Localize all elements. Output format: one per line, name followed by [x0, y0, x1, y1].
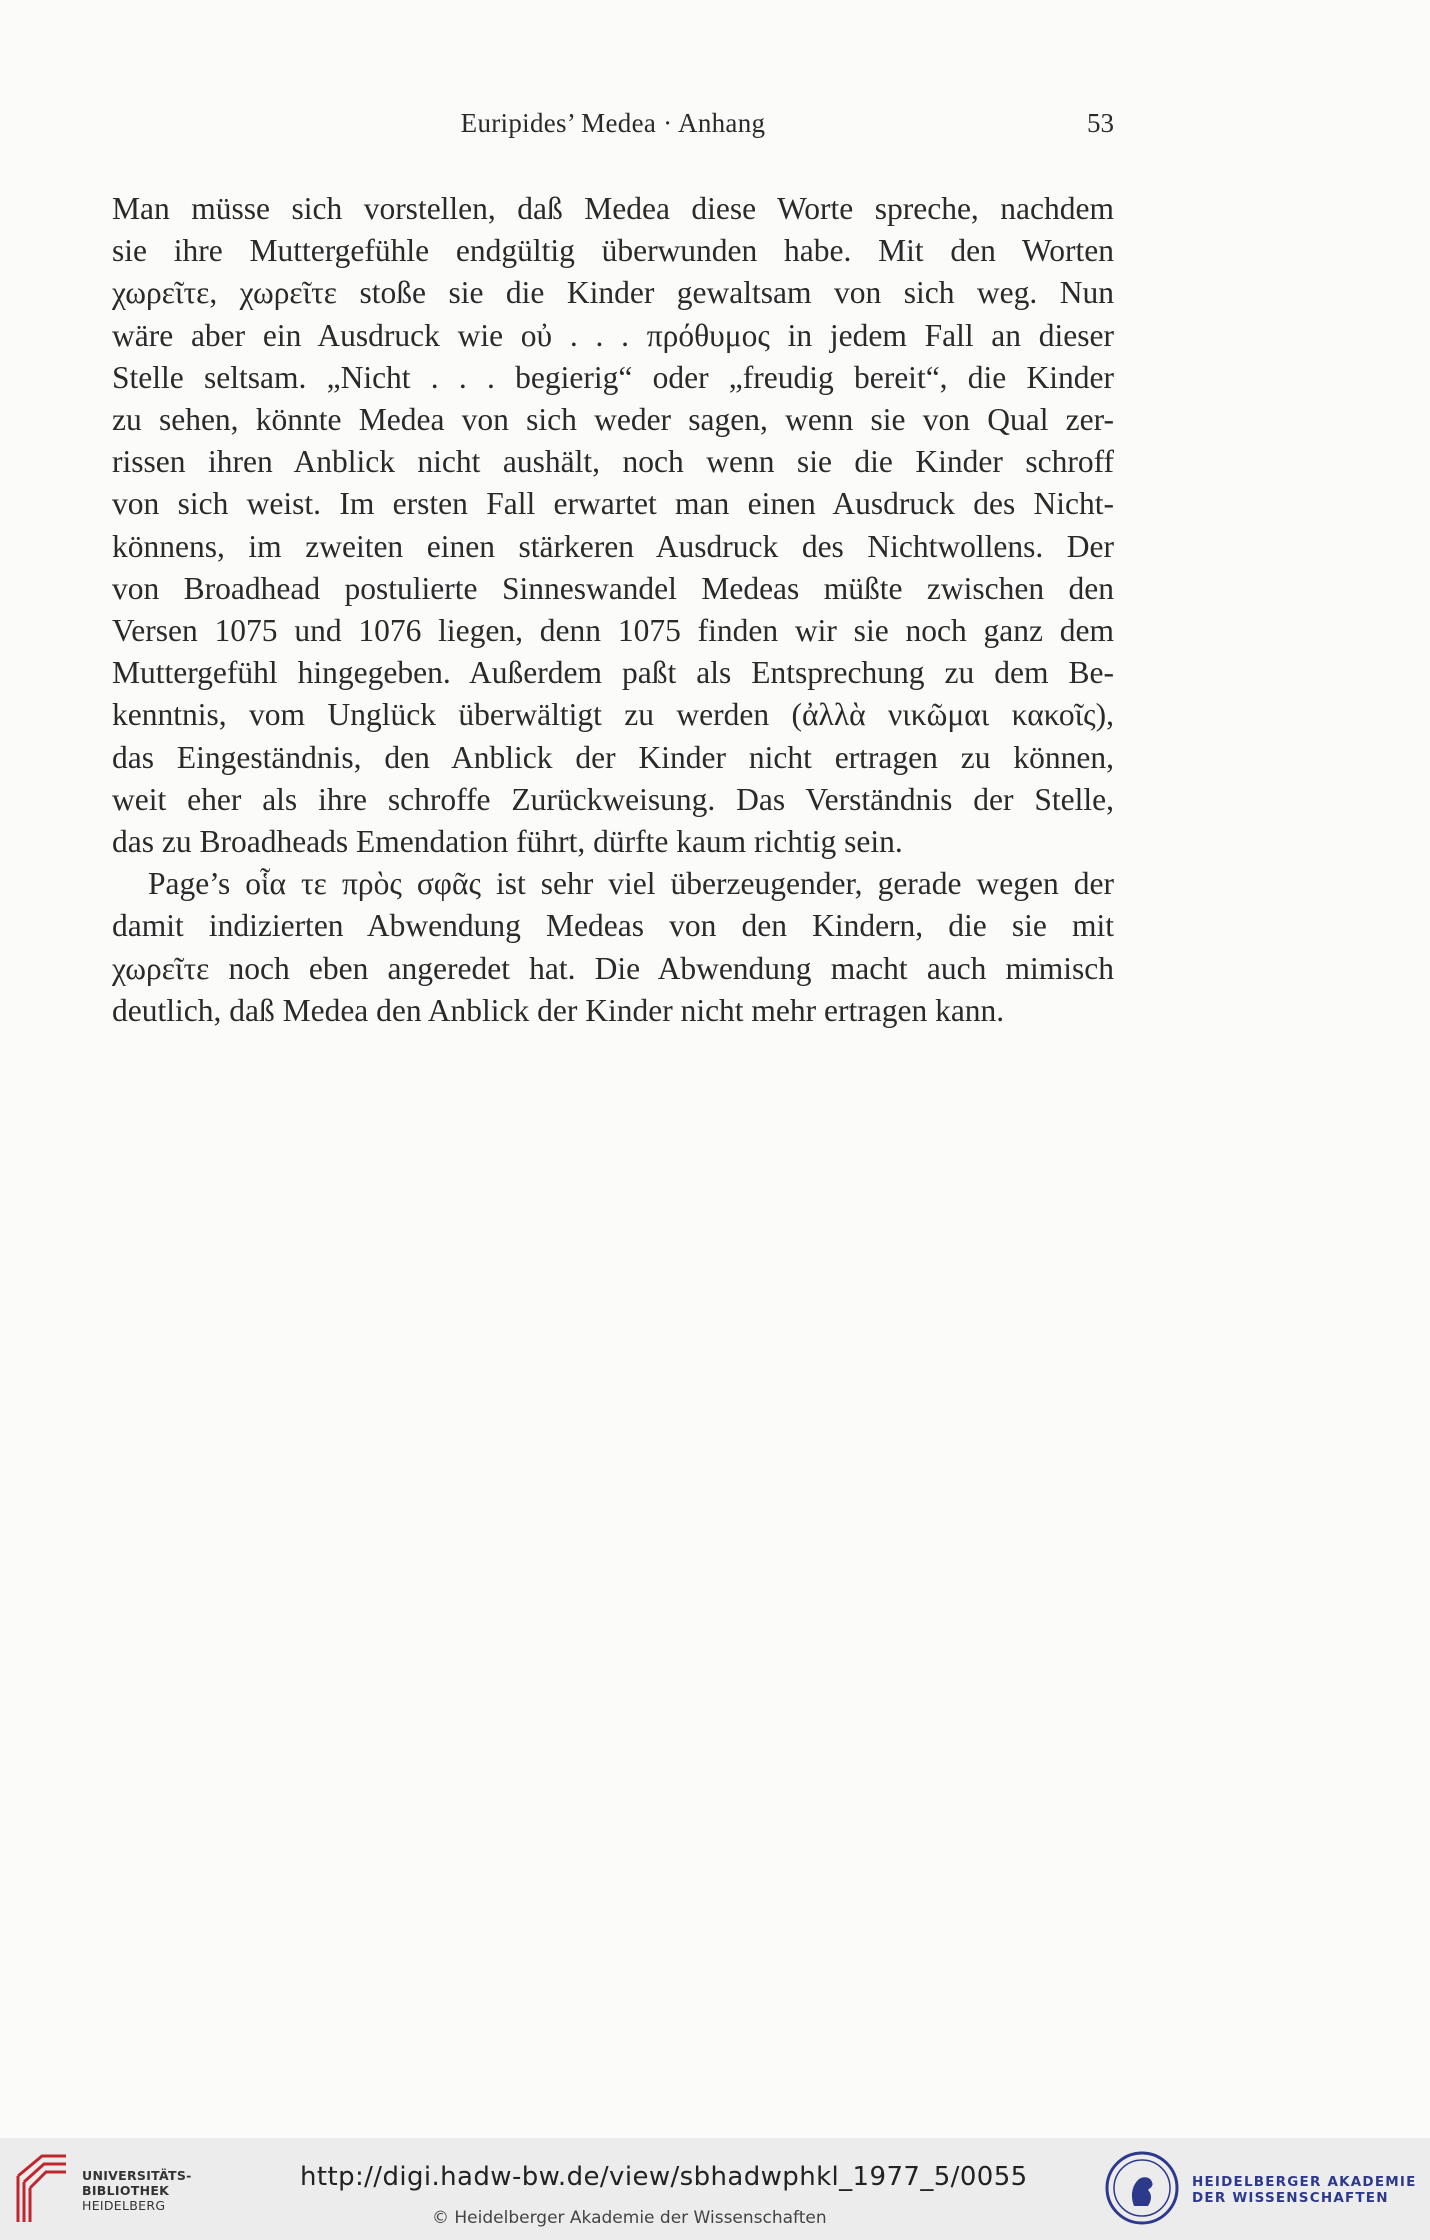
footer-bar — [0, 2138, 1430, 2240]
academy-line-1: HEIDELBERGER AKADEMIE — [1192, 2174, 1417, 2190]
university-library-name — [82, 2168, 192, 2213]
text-line: deutlich, daß Medea den Anblick der Kinder nicht mehr ertragen kann. — [112, 992, 1005, 1028]
source-url-link[interactable]: http://digi.hadw-bw.de/view/sbhadwphkl_1977_5/0055 — [300, 2162, 1028, 2192]
text-line: Man müsse sich vorstellen, daß Medea diese Worte spreche, nachdem — [112, 191, 1114, 226]
text-line: Muttergefühl hingegeben. Außerdem paßt als Entsprechung zu dem Be- — [112, 655, 1114, 691]
copyright-notice: © Heidelberger Akademie der Wissenschaften — [432, 2208, 827, 2228]
body-text — [112, 188, 1114, 1032]
library-line-3: HEIDELBERG — [82, 2198, 166, 2213]
text-line: damit indizierten Abwendung Medeas von den Kindern, die sie mit — [112, 908, 1114, 944]
text-line: χωρεῖτε, χωρεῖτε stoße sie die Kinder gewaltsam von sich weg. Nun — [112, 275, 1114, 311]
text-line: sie ihre Muttergefühle endgültig überwunden habe. Mit den Worten — [112, 233, 1114, 269]
text-line: könnens, im zweiten einen stärkeren Ausdruck des Nichtwollens. Der — [112, 528, 1114, 564]
text-line: das Eingeständnis, den Anblick der Kinder nicht ertragen zu können, — [112, 739, 1114, 775]
running-head — [112, 108, 1114, 148]
text-line: wäre aber ein Ausdruck wie οὐ . . . πρόθυμος in jedem Fall an dieser — [112, 317, 1114, 353]
paragraph-1 — [112, 188, 1114, 863]
running-title: Euripides’ Medea · Anhang — [460, 108, 766, 138]
paragraph-2 — [112, 863, 1114, 1032]
text-line: Page’s οἷα τε πρὸς σφᾶς ist sehr viel überzeugender, gerade wegen der — [148, 866, 1114, 902]
text-line: weit eher als ihre schroffe Zurückweisung. Das Verständnis der Stelle, — [112, 781, 1114, 817]
text-line: von sich weist. Im ersten Fall erwartet man einen Ausdruck des Nicht- — [112, 486, 1114, 522]
university-library-logo-icon — [14, 2150, 72, 2226]
text-line: das zu Broadheads Emendation führt, dürfte kaum richtig sein. — [112, 824, 903, 860]
academy-name — [1192, 2174, 1417, 2206]
text-line: kenntnis, vom Unglück überwältigt zu werden (ἀλλὰ νικῶμαι κακοῖς), — [112, 697, 1114, 733]
library-line-2: BIBLIOTHEK — [82, 2183, 170, 2198]
text-line: Stelle seltsam. „Nicht . . . begierig“ oder „freudig bereit“, die Kinder — [112, 359, 1114, 395]
text-line: zu sehen, könnte Medea von sich weder sagen, wenn sie von Qual zer- — [112, 402, 1114, 438]
library-line-1: UNIVERSITÄTS- — [82, 2168, 192, 2183]
text-line: Versen 1075 und 1076 liegen, denn 1075 finden wir sie noch ganz dem — [112, 613, 1114, 649]
page-number: 53 — [1087, 108, 1114, 138]
text-line: von Broadhead postulierte Sinneswandel Medeas müßte zwischen den — [112, 570, 1114, 606]
text-line: χωρεῖτε noch eben angeredet hat. Die Abwendung macht auch mimisch — [112, 950, 1114, 986]
academy-line-2: DER WISSENSCHAFTEN — [1192, 2190, 1389, 2206]
text-line: rissen ihren Anblick nicht aushält, noch wenn sie die Kinder schroff — [112, 444, 1114, 480]
academy-seal-icon — [1104, 2150, 1180, 2226]
